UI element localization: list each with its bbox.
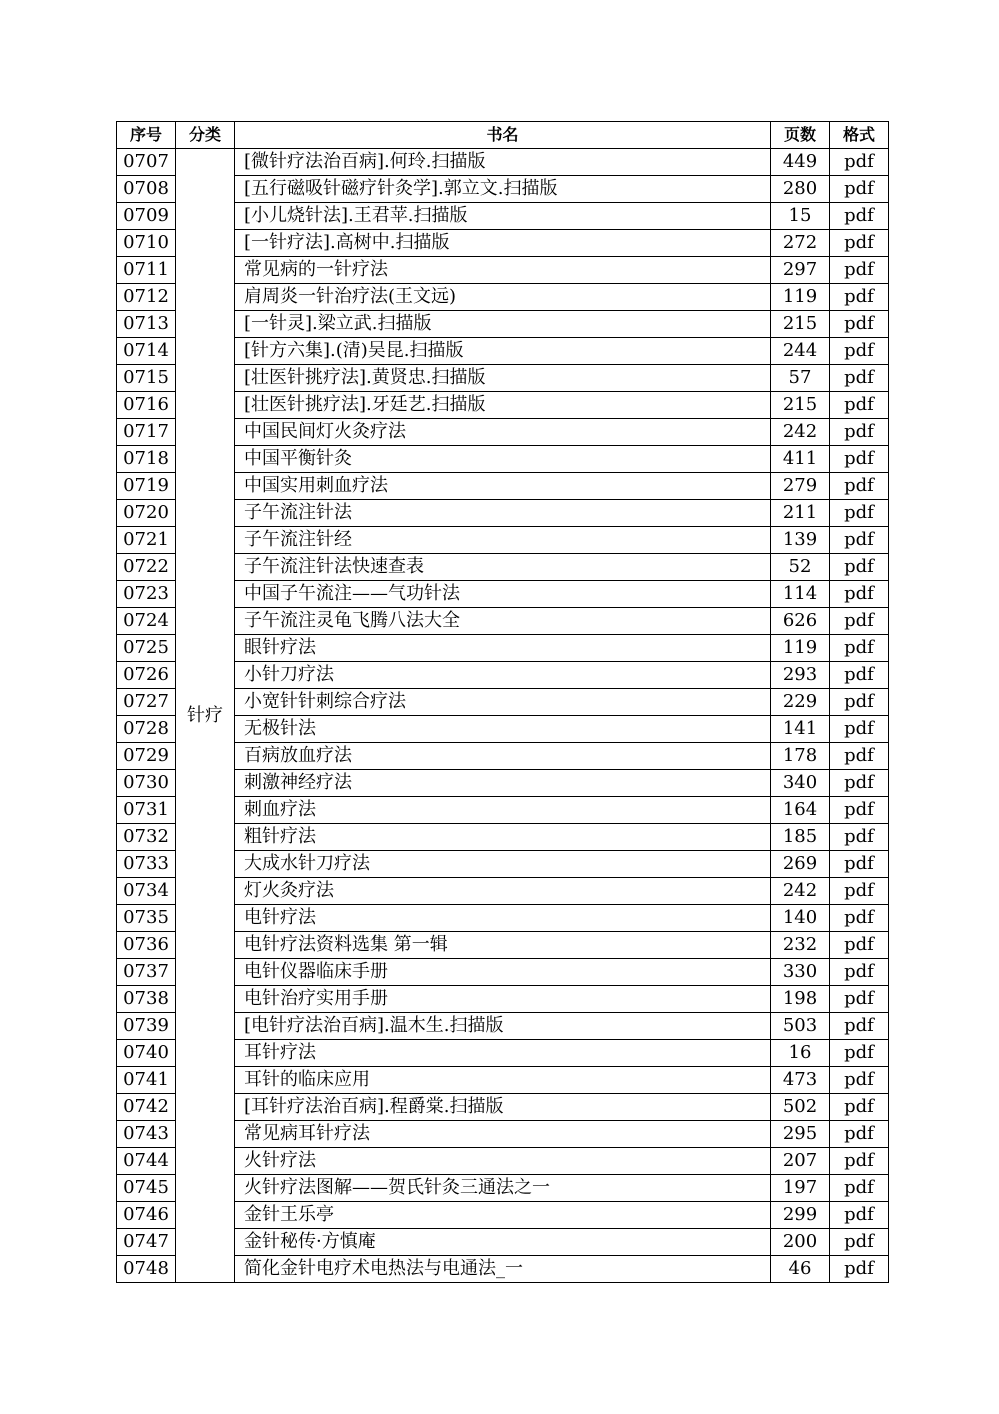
row-id: 0717 bbox=[117, 419, 176, 446]
row-pages: 198 bbox=[771, 986, 830, 1013]
row-id: 0739 bbox=[117, 1013, 176, 1040]
row-title: 电针疗法 bbox=[235, 905, 771, 932]
row-format: pdf bbox=[830, 635, 889, 662]
row-pages: 272 bbox=[771, 230, 830, 257]
row-title: [耳针疗法治百病].程爵棠.扫描版 bbox=[235, 1094, 771, 1121]
row-title: 中国实用刺血疗法 bbox=[235, 473, 771, 500]
row-id: 0742 bbox=[117, 1094, 176, 1121]
row-format: pdf bbox=[830, 878, 889, 905]
row-id: 0745 bbox=[117, 1175, 176, 1202]
row-id: 0726 bbox=[117, 662, 176, 689]
row-pages: 140 bbox=[771, 905, 830, 932]
row-pages: 211 bbox=[771, 500, 830, 527]
row-format: pdf bbox=[830, 581, 889, 608]
row-pages: 242 bbox=[771, 878, 830, 905]
row-format: pdf bbox=[830, 1013, 889, 1040]
row-id: 0744 bbox=[117, 1148, 176, 1175]
row-id: 0710 bbox=[117, 230, 176, 257]
row-id: 0711 bbox=[117, 257, 176, 284]
row-id: 0709 bbox=[117, 203, 176, 230]
row-pages: 178 bbox=[771, 743, 830, 770]
row-format: pdf bbox=[830, 770, 889, 797]
row-format: pdf bbox=[830, 986, 889, 1013]
row-pages: 626 bbox=[771, 608, 830, 635]
row-id: 0747 bbox=[117, 1229, 176, 1256]
row-title: 子午流注针法快速查表 bbox=[235, 554, 771, 581]
row-title: 中国平衡针灸 bbox=[235, 446, 771, 473]
row-id: 0714 bbox=[117, 338, 176, 365]
row-id: 0716 bbox=[117, 392, 176, 419]
row-title: 无极针法 bbox=[235, 716, 771, 743]
row-format: pdf bbox=[830, 284, 889, 311]
row-format: pdf bbox=[830, 1094, 889, 1121]
row-format: pdf bbox=[830, 608, 889, 635]
row-id: 0719 bbox=[117, 473, 176, 500]
row-pages: 473 bbox=[771, 1067, 830, 1094]
row-title: 子午流注针法 bbox=[235, 500, 771, 527]
row-title: 金针王乐亭 bbox=[235, 1202, 771, 1229]
row-format: pdf bbox=[830, 743, 889, 770]
row-pages: 164 bbox=[771, 797, 830, 824]
row-id: 0737 bbox=[117, 959, 176, 986]
row-title: 肩周炎一针治疗法(王文远) bbox=[235, 284, 771, 311]
row-title: [一针灵].梁立武.扫描版 bbox=[235, 311, 771, 338]
row-title: 火针疗法 bbox=[235, 1148, 771, 1175]
row-title: [微针疗法治百病].何玲.扫描版 bbox=[235, 149, 771, 176]
row-title: 大成水针刀疗法 bbox=[235, 851, 771, 878]
row-id: 0733 bbox=[117, 851, 176, 878]
row-title: 眼针疗法 bbox=[235, 635, 771, 662]
row-format: pdf bbox=[830, 1067, 889, 1094]
row-format: pdf bbox=[830, 554, 889, 581]
row-pages: 119 bbox=[771, 284, 830, 311]
header-id: 序号 bbox=[117, 122, 176, 149]
row-id: 0738 bbox=[117, 986, 176, 1013]
row-format: pdf bbox=[830, 419, 889, 446]
row-title: 子午流注针经 bbox=[235, 527, 771, 554]
row-format: pdf bbox=[830, 824, 889, 851]
row-title: 中国子午流注——气功针法 bbox=[235, 581, 771, 608]
row-title: [五行磁吸针磁疗针灸学].郭立文.扫描版 bbox=[235, 176, 771, 203]
row-title: 小针刀疗法 bbox=[235, 662, 771, 689]
row-title: 常见病的一针疗法 bbox=[235, 257, 771, 284]
row-id: 0732 bbox=[117, 824, 176, 851]
row-format: pdf bbox=[830, 1040, 889, 1067]
row-pages: 207 bbox=[771, 1148, 830, 1175]
row-pages: 293 bbox=[771, 662, 830, 689]
header-category: 分类 bbox=[176, 122, 235, 149]
row-id: 0730 bbox=[117, 770, 176, 797]
row-id: 0720 bbox=[117, 500, 176, 527]
row-pages: 232 bbox=[771, 932, 830, 959]
row-id: 0727 bbox=[117, 689, 176, 716]
row-format: pdf bbox=[830, 1148, 889, 1175]
row-format: pdf bbox=[830, 797, 889, 824]
row-format: pdf bbox=[830, 473, 889, 500]
row-title: 灯火灸疗法 bbox=[235, 878, 771, 905]
row-pages: 280 bbox=[771, 176, 830, 203]
row-id: 0722 bbox=[117, 554, 176, 581]
row-pages: 229 bbox=[771, 689, 830, 716]
row-title: 火针疗法图解——贺氏针灸三通法之一 bbox=[235, 1175, 771, 1202]
header-format: 格式 bbox=[830, 122, 889, 149]
row-format: pdf bbox=[830, 959, 889, 986]
row-pages: 114 bbox=[771, 581, 830, 608]
row-format: pdf bbox=[830, 851, 889, 878]
row-title: 耳针的临床应用 bbox=[235, 1067, 771, 1094]
row-title: 刺血疗法 bbox=[235, 797, 771, 824]
row-pages: 139 bbox=[771, 527, 830, 554]
row-pages: 119 bbox=[771, 635, 830, 662]
row-format: pdf bbox=[830, 1229, 889, 1256]
row-format: pdf bbox=[830, 176, 889, 203]
header-title: 书名 bbox=[235, 122, 771, 149]
row-format: pdf bbox=[830, 500, 889, 527]
row-format: pdf bbox=[830, 932, 889, 959]
row-id: 0724 bbox=[117, 608, 176, 635]
row-id: 0729 bbox=[117, 743, 176, 770]
row-pages: 295 bbox=[771, 1121, 830, 1148]
row-title: 金针秘传·方慎庵 bbox=[235, 1229, 771, 1256]
row-pages: 15 bbox=[771, 203, 830, 230]
row-format: pdf bbox=[830, 662, 889, 689]
row-pages: 269 bbox=[771, 851, 830, 878]
table-row bbox=[117, 149, 889, 176]
row-format: pdf bbox=[830, 716, 889, 743]
row-id: 0707 bbox=[117, 149, 176, 176]
row-format: pdf bbox=[830, 392, 889, 419]
row-pages: 46 bbox=[771, 1256, 830, 1283]
row-id: 0712 bbox=[117, 284, 176, 311]
row-pages: 215 bbox=[771, 392, 830, 419]
row-id: 0713 bbox=[117, 311, 176, 338]
row-pages: 200 bbox=[771, 1229, 830, 1256]
row-pages: 330 bbox=[771, 959, 830, 986]
row-id: 0721 bbox=[117, 527, 176, 554]
row-title: 百病放血疗法 bbox=[235, 743, 771, 770]
row-title: 小宽针针刺综合疗法 bbox=[235, 689, 771, 716]
row-pages: 411 bbox=[771, 446, 830, 473]
row-id: 0743 bbox=[117, 1121, 176, 1148]
row-format: pdf bbox=[830, 1121, 889, 1148]
row-title: 电针疗法资料选集 第一辑 bbox=[235, 932, 771, 959]
category-cell: 针疗 bbox=[176, 149, 235, 1283]
row-format: pdf bbox=[830, 311, 889, 338]
row-pages: 297 bbox=[771, 257, 830, 284]
row-format: pdf bbox=[830, 365, 889, 392]
row-title: 常见病耳针疗法 bbox=[235, 1121, 771, 1148]
row-id: 0728 bbox=[117, 716, 176, 743]
row-title: [小儿烧针法].王君苹.扫描版 bbox=[235, 203, 771, 230]
row-pages: 244 bbox=[771, 338, 830, 365]
row-title: 刺激神经疗法 bbox=[235, 770, 771, 797]
row-title: 电针仪器临床手册 bbox=[235, 959, 771, 986]
row-id: 0741 bbox=[117, 1067, 176, 1094]
catalog-table bbox=[116, 121, 889, 1283]
row-format: pdf bbox=[830, 1202, 889, 1229]
row-pages: 242 bbox=[771, 419, 830, 446]
row-format: pdf bbox=[830, 527, 889, 554]
row-pages: 215 bbox=[771, 311, 830, 338]
row-pages: 340 bbox=[771, 770, 830, 797]
row-title: 中国民间灯火灸疗法 bbox=[235, 419, 771, 446]
row-pages: 279 bbox=[771, 473, 830, 500]
row-id: 0748 bbox=[117, 1256, 176, 1283]
row-title: [针方六集].(清)吴昆.扫描版 bbox=[235, 338, 771, 365]
row-title: 粗针疗法 bbox=[235, 824, 771, 851]
row-id: 0740 bbox=[117, 1040, 176, 1067]
row-title: [壮医针挑疗法].牙廷艺.扫描版 bbox=[235, 392, 771, 419]
row-pages: 449 bbox=[771, 149, 830, 176]
row-title: 简化金针电疗术电热法与电通法_一 bbox=[235, 1256, 771, 1283]
row-title: [一针疗法].高树中.扫描版 bbox=[235, 230, 771, 257]
row-pages: 502 bbox=[771, 1094, 830, 1121]
row-id: 0718 bbox=[117, 446, 176, 473]
row-title: [电针疗法治百病].温木生.扫描版 bbox=[235, 1013, 771, 1040]
row-id: 0715 bbox=[117, 365, 176, 392]
row-id: 0746 bbox=[117, 1202, 176, 1229]
row-format: pdf bbox=[830, 203, 889, 230]
row-pages: 16 bbox=[771, 1040, 830, 1067]
row-id: 0731 bbox=[117, 797, 176, 824]
row-pages: 185 bbox=[771, 824, 830, 851]
row-title: 耳针疗法 bbox=[235, 1040, 771, 1067]
row-id: 0708 bbox=[117, 176, 176, 203]
row-format: pdf bbox=[830, 257, 889, 284]
row-format: pdf bbox=[830, 905, 889, 932]
header-row bbox=[117, 122, 889, 149]
row-format: pdf bbox=[830, 338, 889, 365]
row-format: pdf bbox=[830, 1175, 889, 1202]
row-title: 子午流注灵龟飞腾八法大全 bbox=[235, 608, 771, 635]
row-pages: 503 bbox=[771, 1013, 830, 1040]
row-format: pdf bbox=[830, 689, 889, 716]
header-pages: 页数 bbox=[771, 122, 830, 149]
row-format: pdf bbox=[830, 230, 889, 257]
row-id: 0723 bbox=[117, 581, 176, 608]
row-pages: 57 bbox=[771, 365, 830, 392]
row-title: [壮医针挑疗法].黄贤忠.扫描版 bbox=[235, 365, 771, 392]
row-format: pdf bbox=[830, 149, 889, 176]
row-id: 0735 bbox=[117, 905, 176, 932]
row-pages: 197 bbox=[771, 1175, 830, 1202]
row-pages: 52 bbox=[771, 554, 830, 581]
row-id: 0734 bbox=[117, 878, 176, 905]
catalog-body bbox=[117, 149, 889, 1283]
row-pages: 299 bbox=[771, 1202, 830, 1229]
row-format: pdf bbox=[830, 446, 889, 473]
row-format: pdf bbox=[830, 1256, 889, 1283]
row-id: 0736 bbox=[117, 932, 176, 959]
row-id: 0725 bbox=[117, 635, 176, 662]
row-pages: 141 bbox=[771, 716, 830, 743]
row-title: 电针治疗实用手册 bbox=[235, 986, 771, 1013]
